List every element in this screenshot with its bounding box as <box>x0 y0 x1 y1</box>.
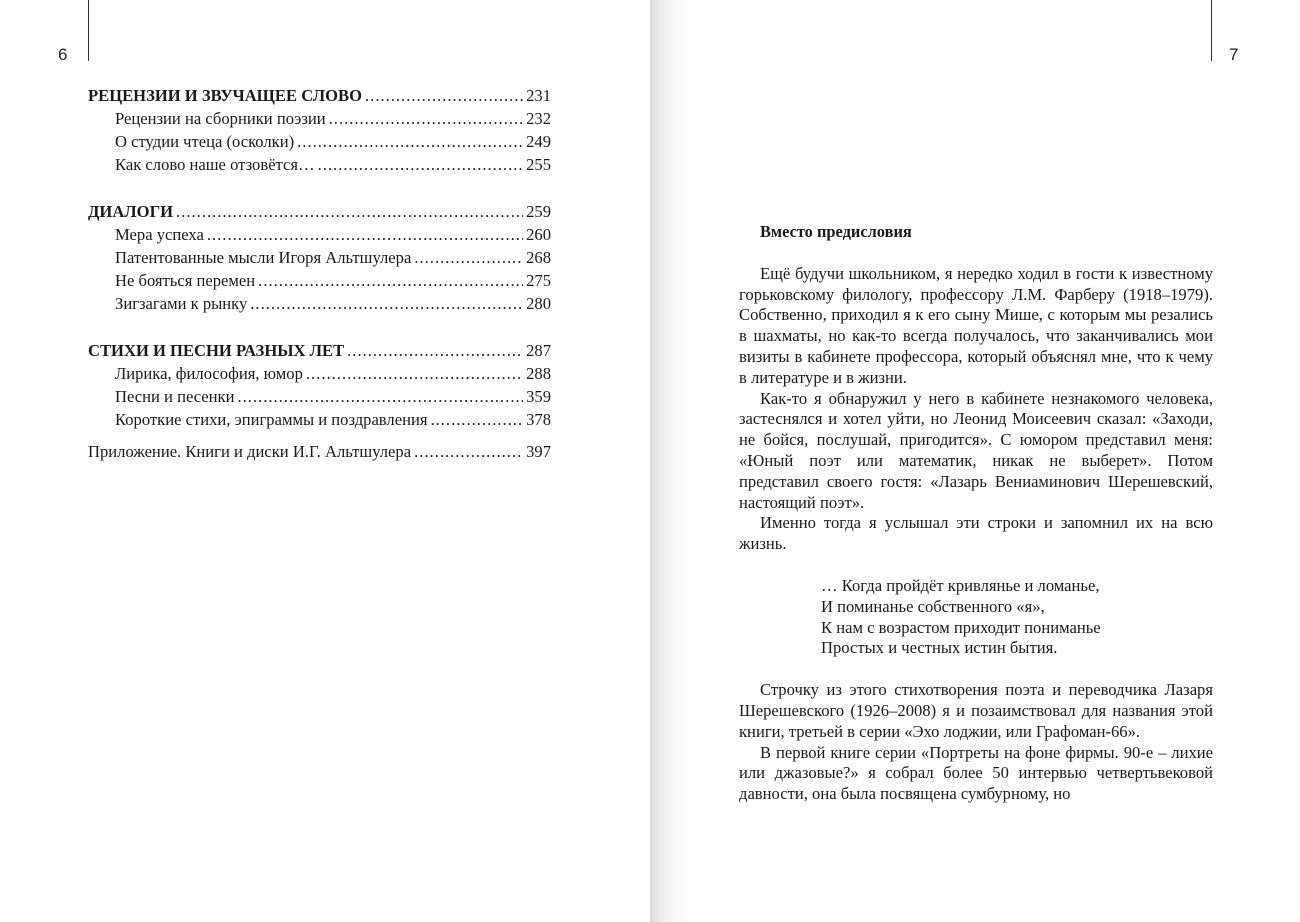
toc-leader-dots <box>176 202 523 222</box>
table-of-contents <box>88 86 551 465</box>
poem-line: Простых и честных истин бытия. <box>821 638 1058 658</box>
toc-entry-title: ДИАЛОГИ <box>88 202 174 221</box>
toc-leader-dots <box>318 155 524 175</box>
toc-spacer <box>88 178 551 202</box>
toc-entry-page: 255 <box>526 155 551 174</box>
toc-entry <box>88 294 551 317</box>
toc-leader-dots <box>365 86 523 106</box>
header-rule-right <box>1211 0 1212 61</box>
toc-entry <box>88 248 551 271</box>
toc-entry-title: Рецензии на сборники поэзии <box>115 109 326 128</box>
paragraph: В первой книге серии «Портреты на фоне фирмы. 90-е – лихие или джазовые?» я собрал более 50 интервью четвертьвековой давности, она была посвящена сумбурному, но <box>739 742 1213 804</box>
header-rule-left <box>88 0 89 61</box>
paragraph: Именно тогда я услышал эти строки и запомнил их на всю жизнь. <box>739 513 1213 554</box>
toc-leader-dots <box>414 442 523 462</box>
toc-leader-dots <box>207 225 523 245</box>
toc-leader-dots <box>237 387 523 407</box>
toc-entry-title: Как слово наше отзовётся… <box>115 155 315 174</box>
toc-entry-page: 288 <box>526 364 551 383</box>
toc-entry-title: Приложение. Книги и диски И.Г. Альтшулера <box>88 442 412 461</box>
toc-section-entry <box>88 341 551 364</box>
toc-leader-dots <box>306 364 523 384</box>
toc-entry-title: Не бояться перемен <box>115 271 256 290</box>
toc-entry-page: 249 <box>526 132 551 151</box>
paragraph: Как-то я обнаружил у него в кабинете незнакомого человека, застеснялся и хотел уйти, но Леонид Моисеевич сказал: «Заходи, не бойся, послушай, пригодится». С юмором представил меня: «Юный поэт или математик, никак не выберет». Потом представил своего гостя: «Лазарь Вениаминович Шерешевский, настоящий поэт». <box>739 388 1213 512</box>
toc-leader-dots <box>414 248 523 268</box>
paragraph: Строчку из этого стихотворения поэта и переводчика Лазаря Шерешевского (1926–2008) я и позаимствовал для названия этой книги, третьей в серии «Эхо лоджии, или Графоман-66». <box>739 680 1213 741</box>
paragraph: Ещё будучи школьником, я нередко ходил в гости к известному горьковскому филологу, профессору Л.М. Фарберу (1918–1979). Собственно, приходил я к его сыну Мише, с которым мы резались в шахматы, но как-то всегда получалось, что заканчивались мои визиты в кабинете профессора, который объяснял мне, что к чему в литературе и в жизни. <box>739 263 1213 387</box>
toc-entry-page: 232 <box>526 109 551 128</box>
toc-entry-title: Мера успеха <box>115 225 204 244</box>
toc-entry <box>88 442 551 465</box>
toc-leader-dots <box>329 109 523 129</box>
foreword-heading: Вместо предисловия <box>760 222 912 241</box>
toc-entry <box>88 387 551 410</box>
toc-entry-title: Песни и песенки <box>115 387 235 406</box>
toc-leader-dots <box>430 410 523 430</box>
toc-spacer <box>88 433 551 442</box>
toc-entry-title: РЕЦЕНЗИИ И ЗВУЧАЩЕЕ СЛОВО <box>88 86 363 105</box>
toc-spacer <box>88 317 551 341</box>
toc-entry-page: 280 <box>526 294 551 313</box>
poem-line: К нам с возрастом приходит пониманье <box>821 617 1101 637</box>
toc-leader-dots <box>347 341 523 361</box>
toc-entry-title: Патентованные мысли Игоря Альтшулера <box>115 248 412 267</box>
page-number-left: 6 <box>58 45 68 64</box>
toc-entry-page: 260 <box>526 225 551 244</box>
page-number-right: 7 <box>1229 45 1239 64</box>
toc-entry-page: 359 <box>526 387 551 406</box>
toc-entry-page: 397 <box>526 442 551 461</box>
toc-entry-page: 231 <box>526 86 551 105</box>
toc-section-entry <box>88 86 551 109</box>
toc-entry <box>88 155 551 178</box>
toc-entry-title: О студии чтеца (осколки) <box>115 132 295 151</box>
toc-entry <box>88 410 551 433</box>
toc-entry-page: 268 <box>526 248 551 267</box>
toc-entry-title: Короткие стихи, эпиграммы и поздравления <box>115 410 428 429</box>
toc-entry <box>88 109 551 132</box>
toc-entry-title: Зигзагами к рынку <box>115 294 248 313</box>
toc-entry <box>88 364 551 387</box>
toc-entry-title: Лирика, философия, юмор <box>115 364 303 383</box>
poem-line: И поминанье собственного «я», <box>821 596 1045 616</box>
poem-quote <box>821 576 1213 659</box>
toc-entry-page: 287 <box>526 341 551 360</box>
toc-section-entry <box>88 202 551 225</box>
toc-entry-page: 259 <box>526 202 551 221</box>
toc-entry-page: 378 <box>526 410 551 429</box>
poem-line: … Когда пройдёт кривлянье и ломанье, <box>821 575 1100 595</box>
toc-entry-title: СТИХИ И ПЕСНИ РАЗНЫХ ЛЕТ <box>88 341 345 360</box>
foreword-body <box>739 222 1213 805</box>
toc-entry-page: 275 <box>526 271 551 290</box>
toc-leader-dots <box>297 132 523 152</box>
toc-leader-dots <box>258 271 523 291</box>
toc-entry <box>88 271 551 294</box>
toc-entry <box>88 225 551 248</box>
toc-entry <box>88 132 551 155</box>
toc-leader-dots <box>250 294 523 314</box>
